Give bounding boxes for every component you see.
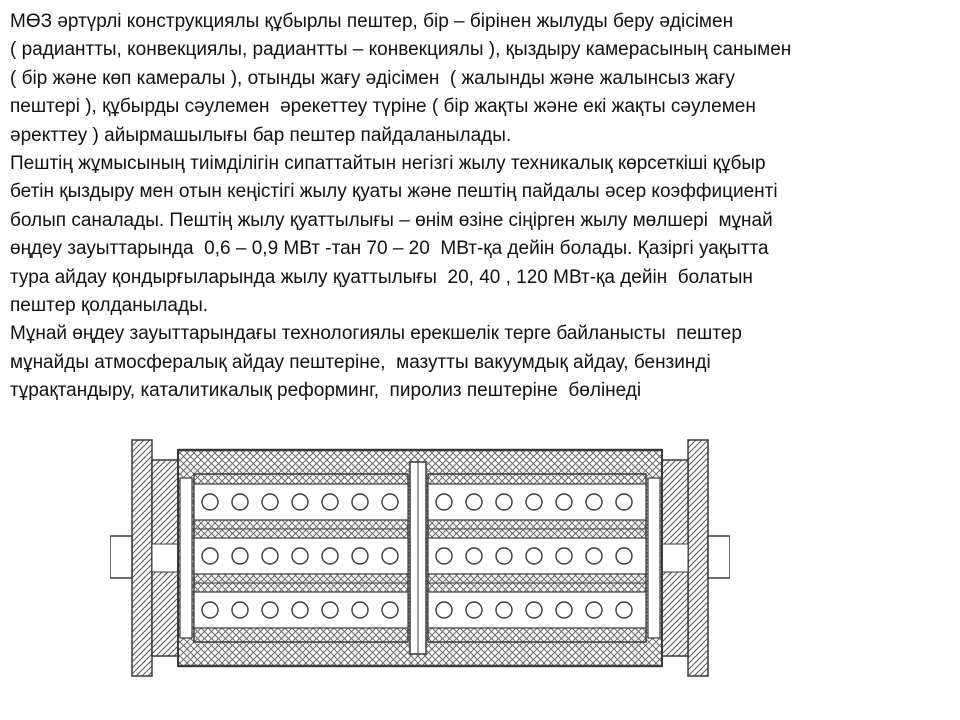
left-tube-sheet <box>180 478 192 638</box>
tube-cross-section <box>586 548 602 564</box>
paragraph <box>10 320 955 405</box>
tube-cross-section <box>322 548 338 564</box>
text-line: пештер қолданылады. <box>10 295 209 317</box>
tube-cross-section <box>526 602 542 618</box>
text-line: мұнайды атмосфералық айдау пештеріне, мазутты вакуумдық айдау, бензинді <box>10 351 711 373</box>
text-line: пештері ), құбырды сәулемен әрекеттеу түріне ( бір жақты және екі жақты сәулемен <box>10 96 756 118</box>
tube-cross-section <box>352 602 368 618</box>
right-flange <box>688 440 708 676</box>
tube-cross-section <box>436 602 452 618</box>
tube-cross-section <box>556 548 572 564</box>
text-line: ( бір және көп камералы ), отынды жағу әдісімен ( жалынды және жалынсыз жағу <box>10 67 735 89</box>
tube-furnace-diagram <box>110 432 730 702</box>
paragraph <box>10 8 955 150</box>
text-line: бетін қыздыру мен отын кеңістігі жылу қуаты және пештің пайдалы әсер коэффициенті <box>10 181 778 203</box>
text-line: әректтеу ) айырмашылығы бар пештер пайдаланылады. <box>10 124 512 146</box>
tube-cross-section <box>436 494 452 510</box>
tube-cross-section <box>352 548 368 564</box>
tube-cross-section <box>382 494 398 510</box>
left-nozzle-bore <box>152 544 178 572</box>
left-flange <box>132 440 152 676</box>
tube-cross-section <box>232 548 248 564</box>
tube-cross-section <box>232 494 248 510</box>
tube-cross-section <box>466 548 482 564</box>
tube-cross-section <box>526 494 542 510</box>
tube-cross-section <box>262 548 278 564</box>
tube-cross-section <box>382 602 398 618</box>
right-nozzle <box>708 536 730 578</box>
tube-cross-section <box>526 548 542 564</box>
left-nozzle <box>110 536 132 578</box>
tube-cross-section <box>262 494 278 510</box>
text-line: өңдеу зауыттарында 0,6 – 0,9 МВт -тан 70 – 20 МВт-қа дейін болады. Қазіргі уақытта <box>10 238 769 260</box>
tube-cross-section <box>586 494 602 510</box>
right-tube-sheet <box>648 478 660 638</box>
text-line: болып саналады. Пештің жылу қуаттылығы – өнім өзіне сіңірген жылу мөлшері мұнай <box>10 209 773 231</box>
tube-cross-section <box>496 548 512 564</box>
tube-cross-section <box>202 548 218 564</box>
tube-cross-section <box>556 494 572 510</box>
tube-cross-section <box>616 494 632 510</box>
text-line: МӨЗ әртүрлі конструкциялы құбырлы пештер, бір – бірінен жылуды беру әдісімен <box>10 11 734 32</box>
text-line: тұрақтандыру, каталитикалық реформинг, пиролиз пештеріне бөлінеді <box>10 380 642 402</box>
tube-cross-section <box>292 494 308 510</box>
tube-cross-section <box>262 602 278 618</box>
right-nozzle-bore <box>662 544 688 572</box>
tube-cross-section <box>232 602 248 618</box>
tube-cross-section <box>586 602 602 618</box>
tube-cross-section <box>466 602 482 618</box>
tube-cross-section <box>436 548 452 564</box>
tube-cross-section <box>292 602 308 618</box>
text-block <box>10 8 955 406</box>
tube-cross-section <box>202 494 218 510</box>
text-line: Мұнай өңдеу зауыттарындағы технологиялы ерекшелік терге байланысты пештер <box>10 323 742 345</box>
tube-cross-section <box>496 602 512 618</box>
paragraph <box>10 150 955 320</box>
text-line: тура айдау қондырғыларында жылу қуаттылығы 20, 40 , 120 МВт-қа дейін болатын <box>10 266 753 288</box>
tube-cross-section <box>202 602 218 618</box>
tube-cross-section <box>496 494 512 510</box>
text-line: Пештің жұмысының тиімділігін сипаттайтын негізгі жылу техникалық көрсеткіші құбыр <box>10 153 766 175</box>
tube-cross-section <box>382 548 398 564</box>
text-line: ( радиантты, конвекциялы, радиантты – конвекциялы ), қыздыру камерасының санымен <box>10 39 792 61</box>
tube-cross-section <box>616 602 632 618</box>
tube-cross-section <box>322 494 338 510</box>
tube-cross-section <box>466 494 482 510</box>
tube-cross-section <box>322 602 338 618</box>
tube-cross-section <box>292 548 308 564</box>
tube-cross-section <box>556 602 572 618</box>
tube-cross-section <box>616 548 632 564</box>
tube-cross-section <box>352 494 368 510</box>
